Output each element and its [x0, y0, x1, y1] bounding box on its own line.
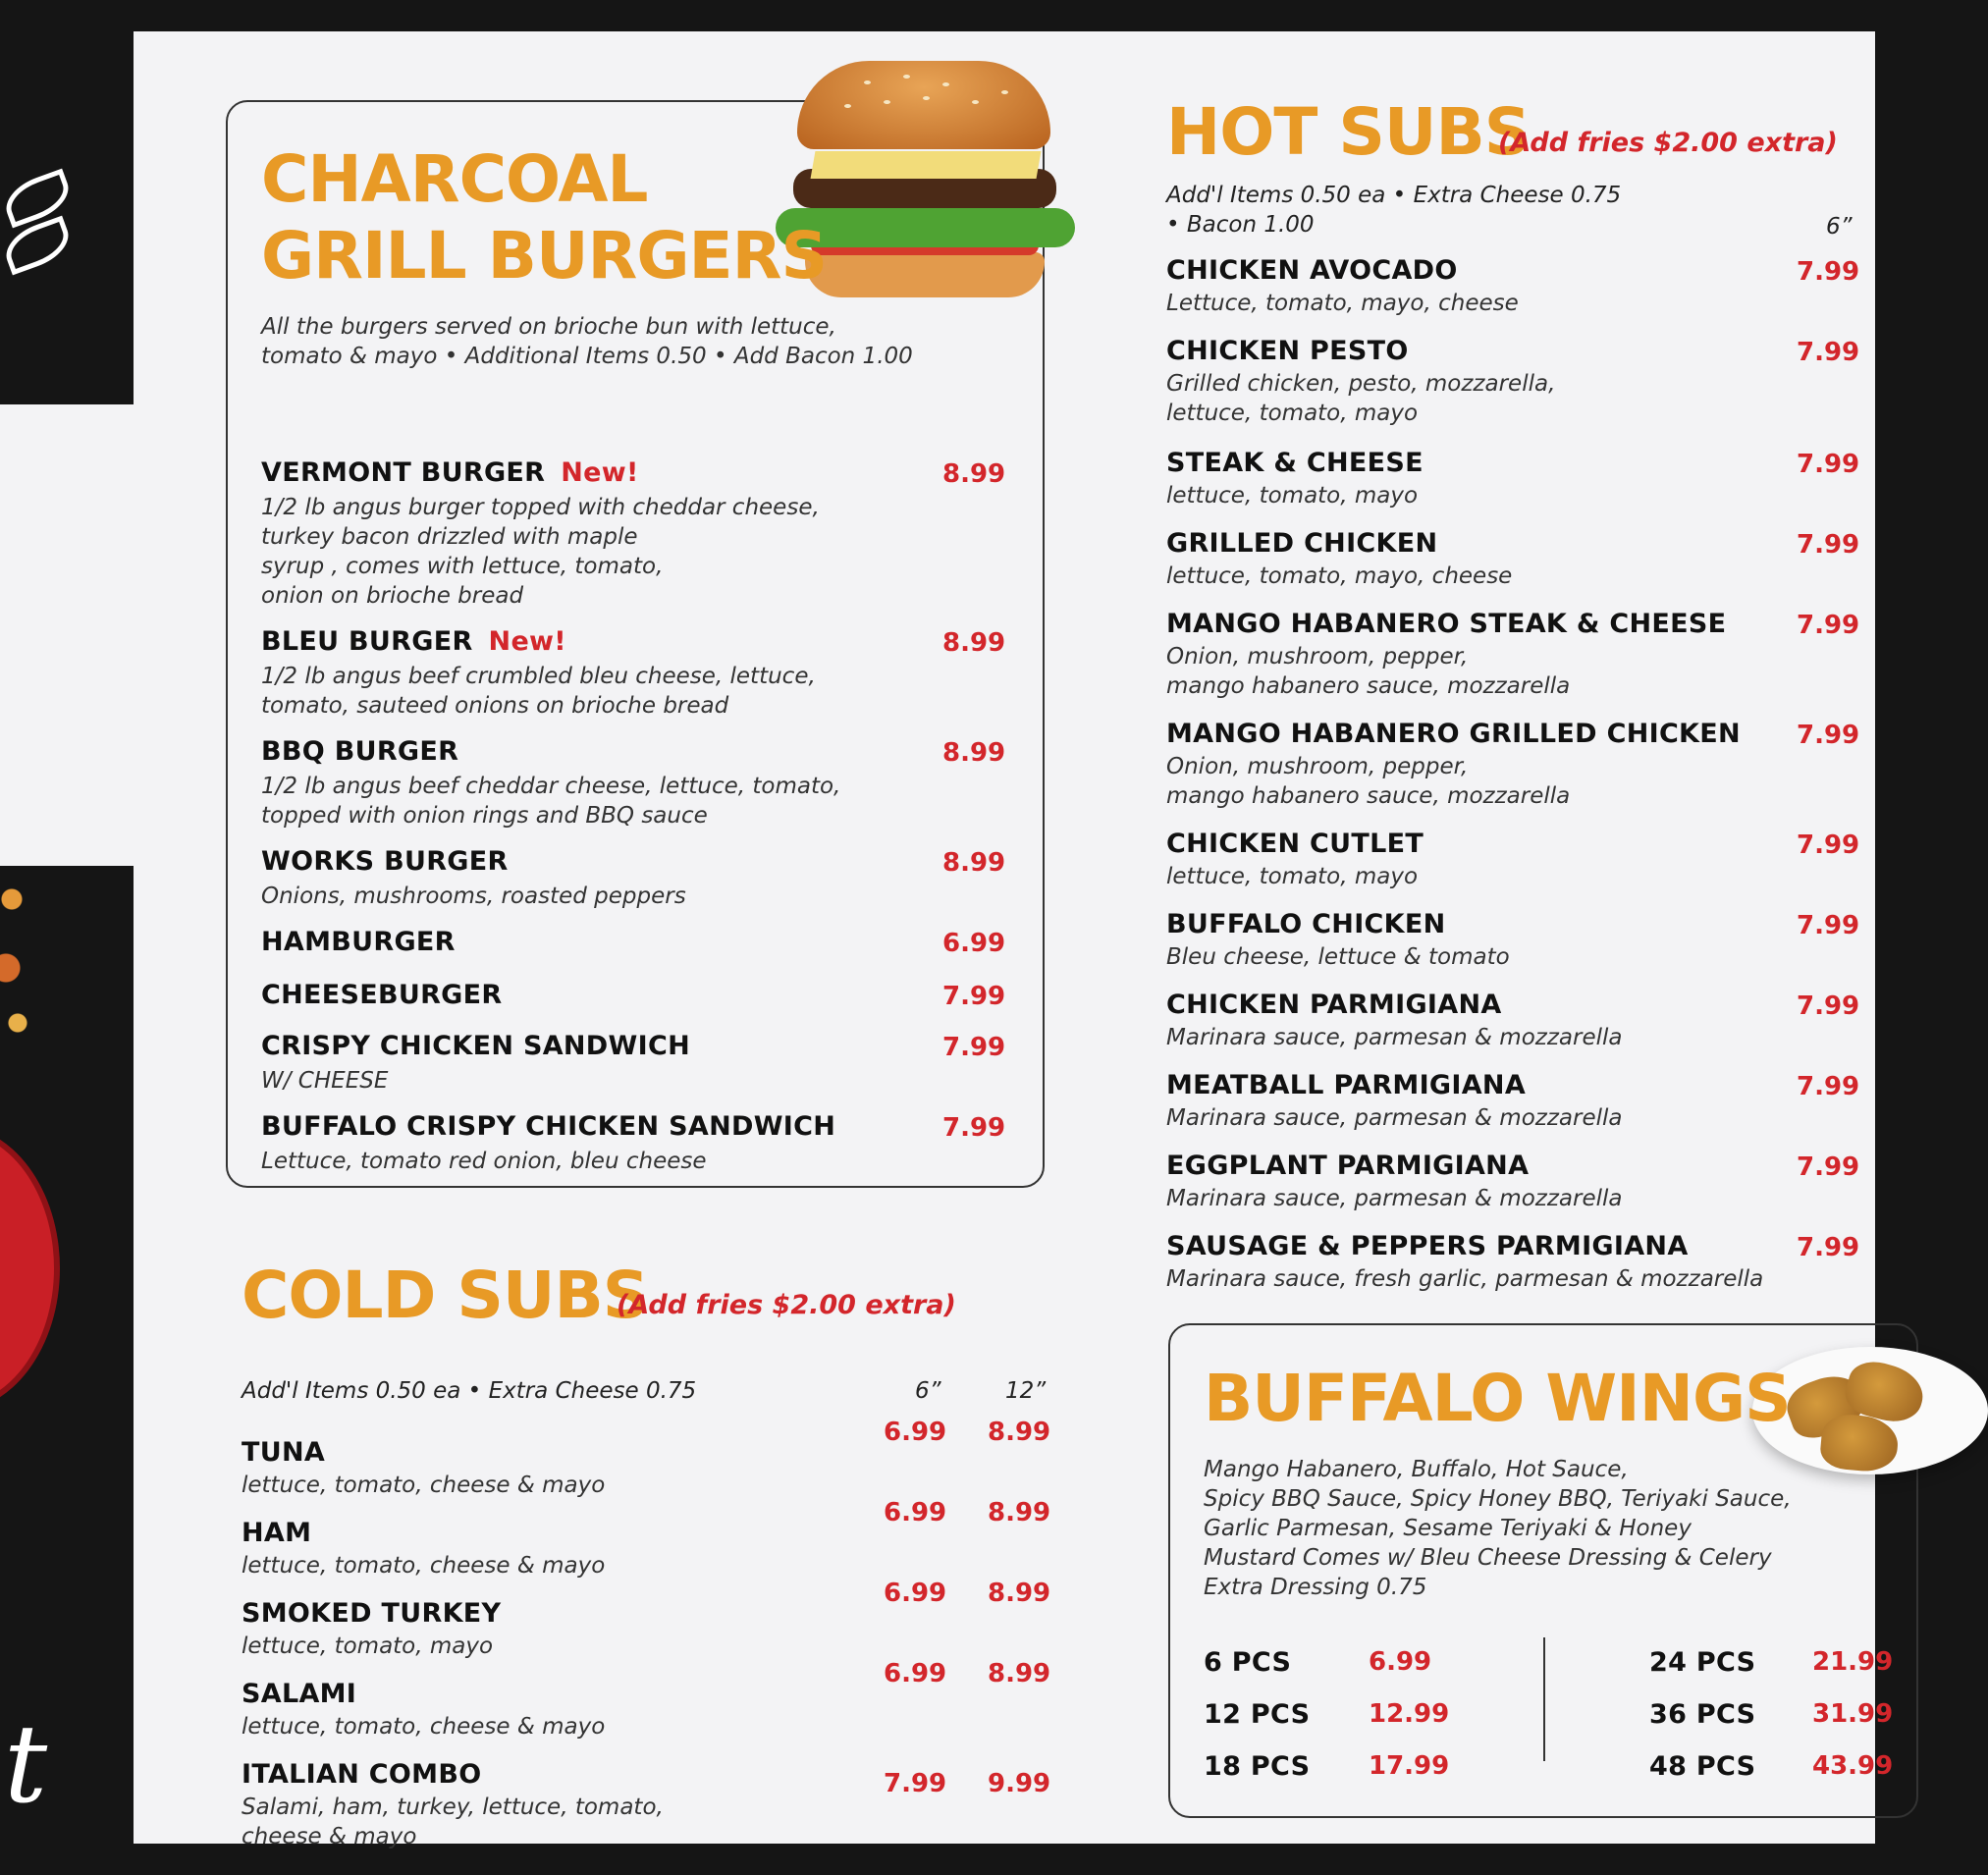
burger-item-name — [261, 927, 456, 957]
burger-item-label: CRISPY CHICKEN SANDWICH — [261, 1031, 690, 1061]
burger-item-description: 1/2 lb angus burger topped with cheddar cheese, turkey bacon drizzled with maple syrup , comes with lettuce, tomato, onion on brioche bread — [261, 495, 820, 609]
wings-description: Mango Habanero, Buffalo, Hot Sauce, Spicy BBQ Sauce, Spicy Honey BBQ, Teriyaki Sauce, Garlic Parmesan, Sesame Teriyaki & Honey Mustard Comes w/ Bleu Cheese Dressing & Celery Extra Dressing 0.75 — [1204, 1457, 1792, 1600]
cold-sub-name: HAM — [242, 1518, 312, 1548]
new-badge: New! — [561, 457, 639, 488]
wing-size-price: 43.99 — [1812, 1751, 1894, 1781]
burger-item-label: BLEU BURGER — [261, 626, 473, 657]
hot-sub-name: MANGO HABANERO STEAK & CHEESE — [1166, 609, 1727, 639]
cold-sub-description: lettuce, tomato, cheese & mayo — [242, 1553, 606, 1579]
cold-sub-name: TUNA — [242, 1437, 326, 1468]
hot-sub-price: 7.99 — [1797, 1072, 1860, 1101]
hot-sub-description: Grilled chicken, pesto, mozzarella, lettuce, tomato, mayo — [1166, 371, 1556, 426]
new-badge: New! — [488, 626, 566, 657]
burger-item-price: 8.99 — [942, 848, 1006, 878]
burgers-title-line2: GRILL BURGERS — [261, 218, 827, 294]
cold-sub-price-6: 6.99 — [884, 1498, 947, 1527]
hot-subs-extras: Add'l Items 0.50 ea • Extra Cheese 0.75 • Bacon 1.00 — [1166, 183, 1622, 238]
hot-sub-name: CHICKEN CUTLET — [1166, 829, 1424, 859]
burger-item-name — [261, 1111, 835, 1142]
burger-item-label: VERMONT BURGER — [261, 457, 546, 488]
wing-size-qty: 36 PCS — [1649, 1699, 1756, 1730]
wing-size-price: 21.99 — [1812, 1647, 1894, 1677]
leaf-icon — [0, 169, 76, 229]
cold-sub-price-6: 6.99 — [884, 1579, 947, 1608]
burger-item-price: 7.99 — [942, 982, 1006, 1011]
wing-size-price: 17.99 — [1369, 1751, 1450, 1781]
wing-size-price: 12.99 — [1369, 1699, 1450, 1729]
burger-item-description: 1/2 lb angus beef cheddar cheese, lettuce, tomato, topped with onion rings and BBQ sauce — [261, 774, 841, 829]
wing-size-price: 6.99 — [1369, 1647, 1432, 1677]
cold-sub-price-12: 8.99 — [988, 1579, 1051, 1608]
hot-subs-fries-note: (Add fries $2.00 extra) — [1498, 128, 1838, 158]
hot-sub-description: Marinara sauce, fresh garlic, parmesan & mozzarella — [1166, 1266, 1764, 1292]
burger-item-label: WORKS BURGER — [261, 846, 509, 877]
burgers-title — [261, 141, 827, 295]
burgers-title-line1: CHARCOAL — [261, 141, 648, 217]
hot-sub-price: 7.99 — [1797, 530, 1860, 560]
hot-sub-name: MEATBALL PARMIGIANA — [1166, 1070, 1527, 1100]
burger-item-name — [261, 1031, 690, 1061]
hot-subs-title: HOT SUBS — [1166, 94, 1531, 170]
cold-subs-size-6: 6” — [915, 1378, 941, 1404]
cold-sub-name: SMOKED TURKEY — [242, 1598, 502, 1629]
red-plate-decor — [0, 1131, 54, 1406]
burger-item-price: 8.99 — [942, 738, 1006, 768]
hot-sub-price: 7.99 — [1797, 257, 1860, 287]
hot-sub-price: 7.99 — [1797, 450, 1860, 479]
hot-sub-price: 7.99 — [1797, 911, 1860, 940]
hot-sub-name: GRILLED CHICKEN — [1166, 528, 1438, 559]
burger-item-name — [261, 626, 566, 657]
burger-item-description: W/ CHEESE — [261, 1068, 389, 1094]
hot-sub-name: STEAK & CHEESE — [1166, 448, 1424, 478]
burger-item-price: 7.99 — [942, 1113, 1006, 1143]
hot-sub-price: 7.99 — [1797, 611, 1860, 640]
left-decor-strip — [0, 31, 134, 1844]
hot-sub-price: 7.99 — [1797, 721, 1860, 750]
burger-item-description: Lettuce, tomato red onion, bleu cheese — [261, 1149, 707, 1174]
script-letter: t — [4, 1701, 48, 1827]
burger-item-price: 7.99 — [942, 1033, 1006, 1062]
hot-sub-description: lettuce, tomato, mayo, cheese — [1166, 563, 1513, 589]
burger-item-name — [261, 457, 639, 488]
hot-sub-description: Onion, mushroom, pepper, mango habanero sauce, mozzarella — [1166, 754, 1571, 809]
hot-sub-description: Bleu cheese, lettuce & tomato — [1166, 944, 1510, 970]
burger-item-name — [261, 980, 502, 1010]
hot-sub-description: Marinara sauce, parmesan & mozzarella — [1166, 1025, 1623, 1050]
hot-sub-description: Lettuce, tomato, mayo, cheese — [1166, 291, 1519, 316]
cold-sub-price-12: 8.99 — [988, 1498, 1051, 1527]
wings-divider — [1543, 1637, 1545, 1761]
cold-sub-price-12: 9.99 — [988, 1769, 1051, 1798]
wing-size-qty: 6 PCS — [1204, 1647, 1292, 1678]
hot-sub-name: SAUSAGE & PEPPERS PARMIGIANA — [1166, 1231, 1689, 1261]
hot-subs-size-6: 6” — [1826, 214, 1853, 240]
hot-sub-name: CHICKEN AVOCADO — [1166, 255, 1458, 286]
burger-item-price: 8.99 — [942, 459, 1006, 489]
cold-sub-description: lettuce, tomato, cheese & mayo — [242, 1714, 606, 1740]
burger-item-name — [261, 736, 458, 767]
burger-item-label: CHEESEBURGER — [261, 980, 503, 1010]
cold-sub-price-6: 6.99 — [884, 1659, 947, 1688]
burgers-description: All the burgers served on brioche bun with lettuce, tomato & mayo • Additional Items 0.50 • Add Bacon 1.00 — [261, 314, 913, 369]
hot-sub-description: lettuce, tomato, mayo — [1166, 483, 1419, 509]
menu-page — [0, 31, 1894, 1849]
burger-item-label: BBQ BURGER — [261, 736, 459, 767]
hot-sub-price: 7.99 — [1797, 1152, 1860, 1182]
hot-sub-price: 7.99 — [1797, 1233, 1860, 1262]
hot-sub-description: Onion, mushroom, pepper, mango habanero sauce, mozzarella — [1166, 644, 1571, 699]
cold-sub-name: SALAMI — [242, 1679, 357, 1709]
cold-sub-price-6: 6.99 — [884, 1418, 947, 1447]
spice-decor — [0, 817, 59, 1092]
hot-sub-price: 7.99 — [1797, 830, 1860, 860]
hot-sub-price: 7.99 — [1797, 991, 1860, 1021]
hot-sub-name: EGGPLANT PARMIGIANA — [1166, 1151, 1530, 1181]
hot-sub-name: BUFFALO CHICKEN — [1166, 909, 1446, 939]
hot-sub-name: CHICKEN PESTO — [1166, 336, 1409, 366]
wings-title: BUFFALO WINGS — [1204, 1361, 1791, 1436]
wing-size-qty: 12 PCS — [1204, 1699, 1311, 1730]
hot-sub-description: lettuce, tomato, mayo — [1166, 864, 1419, 889]
wing-size-price: 31.99 — [1812, 1699, 1894, 1729]
hot-sub-name: CHICKEN PARMIGIANA — [1166, 990, 1502, 1020]
cold-sub-name: ITALIAN COMBO — [242, 1759, 482, 1790]
wing-size-qty: 24 PCS — [1649, 1647, 1756, 1678]
hot-sub-description: Marinara sauce, parmesan & mozzarella — [1166, 1186, 1623, 1211]
burger-item-label: BUFFALO CRISPY CHICKEN SANDWICH — [261, 1111, 836, 1142]
burger-item-name — [261, 846, 509, 877]
cold-sub-price-12: 8.99 — [988, 1418, 1051, 1447]
hot-sub-name: MANGO HABANERO GRILLED CHICKEN — [1166, 719, 1741, 749]
cold-sub-description: lettuce, tomato, cheese & mayo — [242, 1473, 606, 1498]
cold-subs-fries-note: (Add fries $2.00 extra) — [617, 1290, 956, 1320]
burger-item-description: Onions, mushrooms, roasted peppers — [261, 884, 686, 909]
burger-item-description: 1/2 lb angus beef crumbled bleu cheese, lettuce, tomato, sauteed onions on brioche bread — [261, 664, 816, 719]
cold-sub-price-12: 8.99 — [988, 1659, 1051, 1688]
burger-item-label: HAMBURGER — [261, 927, 456, 957]
cold-subs-size-12: 12” — [1005, 1378, 1047, 1404]
torn-paper-edge — [0, 404, 134, 866]
hot-sub-description: Marinara sauce, parmesan & mozzarella — [1166, 1105, 1623, 1131]
cold-sub-price-6: 7.99 — [884, 1769, 947, 1798]
cold-subs-title: COLD SUBS — [242, 1258, 649, 1333]
cold-sub-description: Salami, ham, turkey, lettuce, tomato, cheese & mayo — [242, 1795, 664, 1849]
burger-item-price: 6.99 — [942, 929, 1006, 958]
hot-sub-price: 7.99 — [1797, 338, 1860, 367]
cold-sub-description: lettuce, tomato, mayo — [242, 1634, 494, 1659]
burger-item-price: 8.99 — [942, 628, 1006, 658]
wing-size-qty: 48 PCS — [1649, 1751, 1756, 1782]
cold-subs-extras: Add'l Items 0.50 ea • Extra Cheese 0.75 — [242, 1378, 697, 1404]
wing-size-qty: 18 PCS — [1204, 1751, 1311, 1782]
